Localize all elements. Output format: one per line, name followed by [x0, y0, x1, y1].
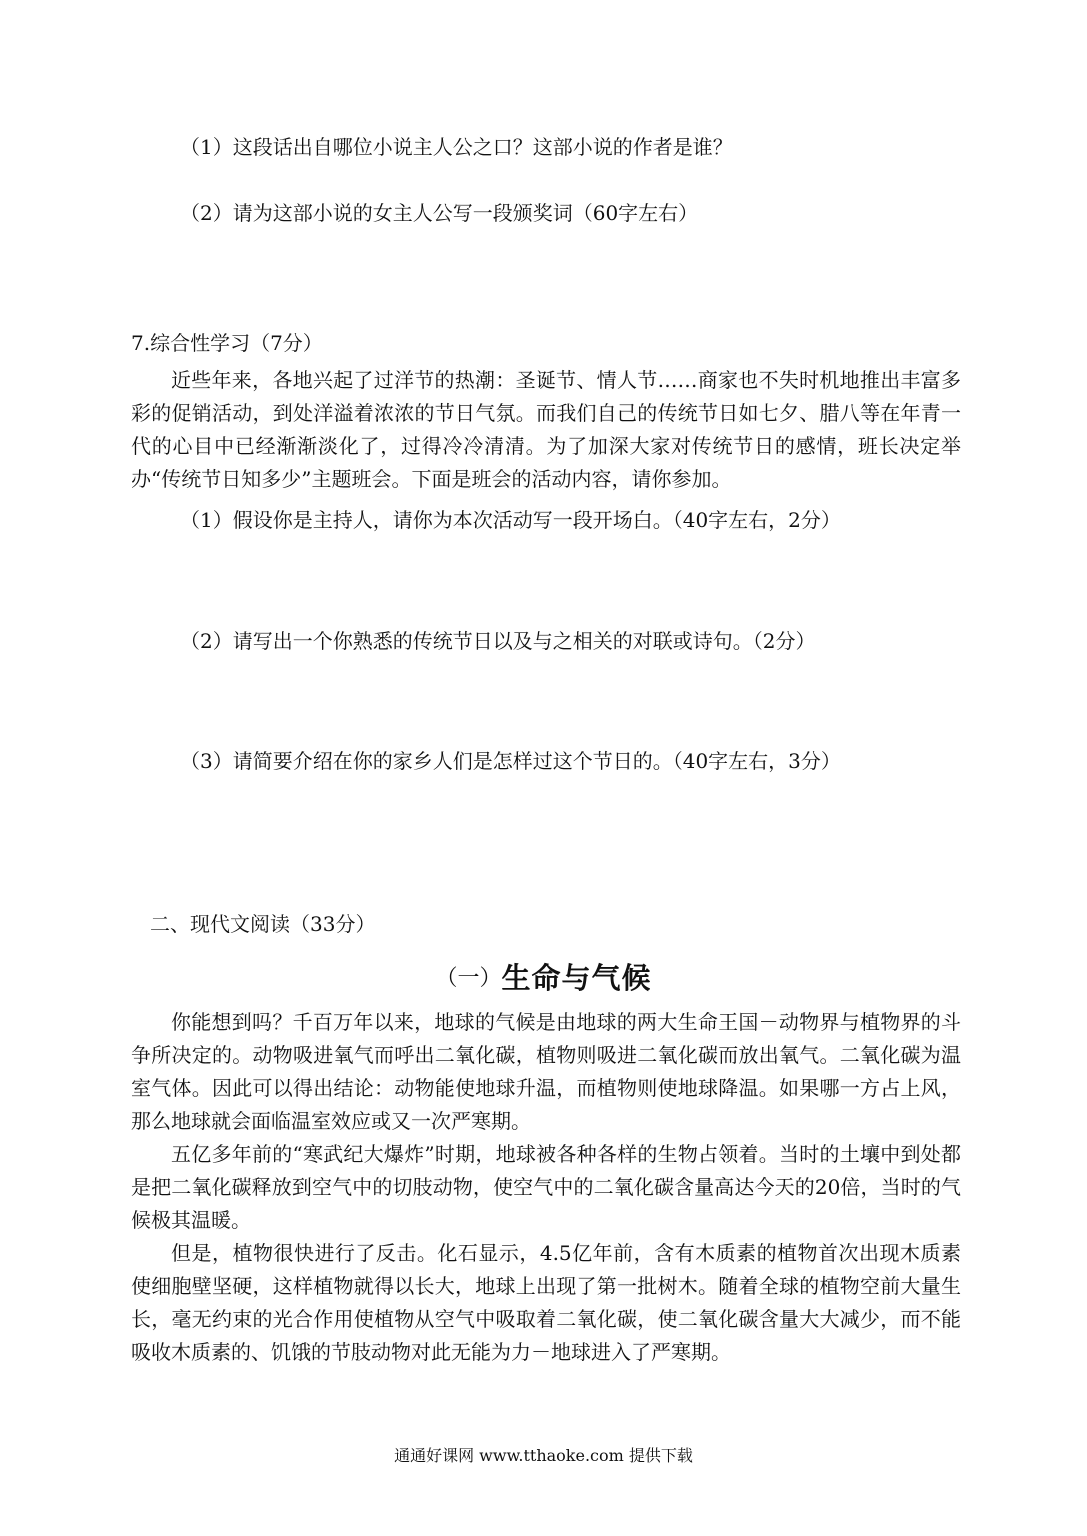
question-7-2: （2）请写出一个你熟悉的传统节日以及与之相关的对联或诗句。（2分）	[180, 629, 816, 653]
article-paragraph-1: 你能想到吗？千百万年以来，地球的气候是由地球的两大生命王国－动物界与植物界的斗争所决定的。动物吸进氧气而呼出二氧化碳，植物则吸进二氧化碳而放出氧气。二氧化碳为温室气体。因此可以得出结论：动物能使地球升温，而植物则使地球降温。如果哪一方占上风，那么地球就会面临温室效应或又一次严寒期。	[131, 1010, 961, 1133]
question-6-1: （1）这段话出自哪位小说主人公之口？这部小说的作者是谁？	[180, 135, 733, 159]
question-7-3: （3）请简要介绍在你的家乡人们是怎样过这个节日的。（40字左右，3分）	[180, 749, 841, 773]
question-7-intro: 近些年来，各地兴起了过洋节的热潮：圣诞节、情人节……商家也不失时机地推出丰富多彩的促销活动，到处洋溢着浓浓的节日气氛。而我们自己的传统节日如七夕、腊八等在年青一代的心目中已经渐渐淡化了，过得冷冷清清。为了加深大家对传统节日的感情，班长决定举办“传统节日知多少”主题班会。下面是班会的活动内容，请你参加。	[131, 368, 961, 491]
article-number: （一）	[435, 966, 502, 991]
question-6-2: （2）请为这部小说的女主人公写一段颁奖词（60字左右）	[180, 201, 699, 225]
article-title	[0, 956, 1087, 997]
part-2-heading: 二、现代文阅读（33分）	[150, 912, 376, 936]
article-paragraph-3: 但是，植物很快进行了反击。化石显示，4.5亿年前，含有木质素的植物首次出现木质素使细胞壁坚硬，这样植物就得以长大，地球上出现了第一批树木。随着全球的植物空前大量生长，毫无约束的光合作用使植物从空气中吸取着二氧化碳，使二氧化碳含量大大减少，而不能吸收木质素的、饥饿的节肢动物对此无能为力－地球进入了严寒期。	[131, 1241, 961, 1364]
question-7-heading: 7.综合性学习（7分）	[131, 331, 323, 355]
article-paragraph-2: 五亿多年前的“寒武纪大爆炸”时期，地球被各种各样的生物占领着。当时的土壤中到处都是把二氧化碳释放到空气中的切肢动物，使空气中的二氧化碳含量高达今天的20倍，当时的气候极其温暖。	[131, 1142, 961, 1232]
page-footer: 通通好课网 www.tthaoke.com 提供下载	[394, 1446, 693, 1465]
article-title-text: 生命与气候	[501, 961, 652, 995]
question-7-1: （1）假设你是主持人，请你为本次活动写一段开场白。（40字左右，2分）	[180, 508, 841, 532]
